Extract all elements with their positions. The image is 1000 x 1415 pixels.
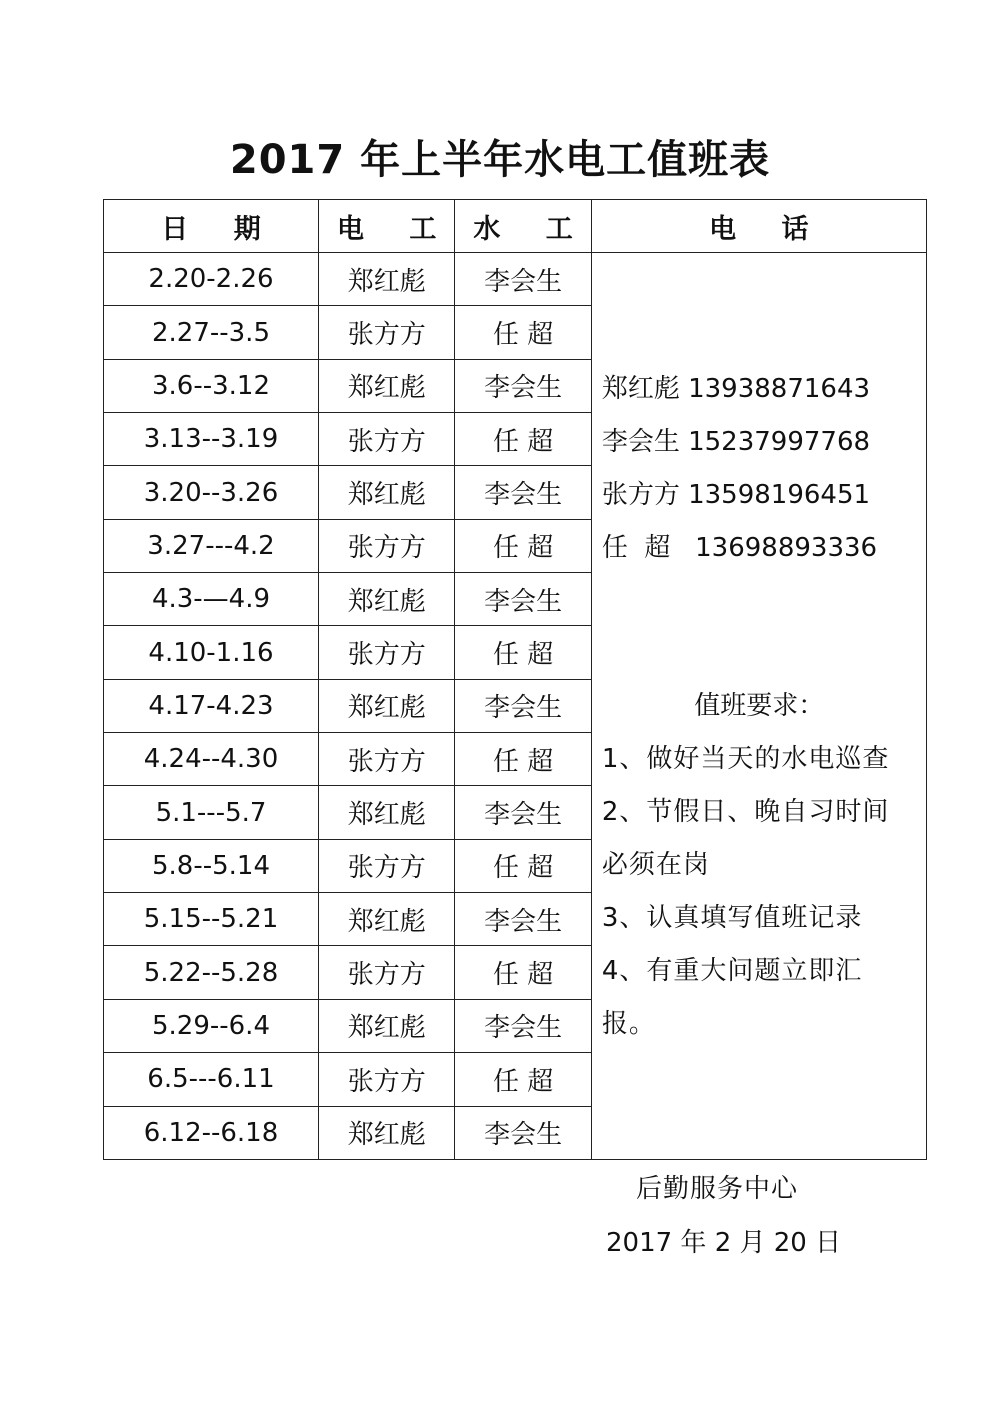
electrician-cell: 张方方: [319, 1053, 455, 1106]
plumber-cell: 任 超: [455, 839, 591, 892]
plumber-cell: 任 超: [455, 413, 591, 466]
electrician-cell: 郑红彪: [319, 999, 455, 1052]
electrician-cell: 张方方: [319, 413, 455, 466]
phone-line: 李会生 15237997768: [601, 427, 871, 457]
requirement-line: 3、认真填写值班记录: [601, 903, 863, 933]
header-phone: 电 话: [591, 200, 926, 253]
date-cell: 4.3-—4.9: [104, 573, 319, 626]
electrician-cell: 张方方: [319, 626, 455, 679]
date-cell: 6.5---6.11: [104, 1053, 319, 1106]
plumber-cell: 李会生: [455, 253, 591, 306]
electrician-cell: 郑红彪: [319, 253, 455, 306]
plumber-cell: 任 超: [455, 626, 591, 679]
footer-organization: 后勤服务中心: [636, 1174, 799, 1204]
phone-line: 郑红彪 13938871643: [601, 374, 871, 404]
requirement-line: 1、做好当天的水电巡查: [601, 744, 890, 774]
date-cell: 5.22--5.28: [104, 946, 319, 999]
date-cell: 5.29--6.4: [104, 999, 319, 1052]
plumber-cell: 任 超: [455, 306, 591, 359]
electrician-cell: 张方方: [319, 733, 455, 786]
date-cell: 2.27--3.5: [104, 306, 319, 359]
date-cell: 3.27---4.2: [104, 519, 319, 572]
plumber-cell: 李会生: [455, 786, 591, 839]
date-cell: 5.15--5.21: [104, 893, 319, 946]
contact-and-requirements-cell: [591, 253, 926, 1160]
header-electrician: 电 工: [319, 200, 455, 253]
date-cell: 4.17-4.23: [104, 679, 319, 732]
plumber-cell: 李会生: [455, 893, 591, 946]
header-date: 日 期: [104, 200, 319, 253]
requirements-title: 值班要求：: [694, 691, 825, 721]
date-cell: 4.10-1.16: [104, 626, 319, 679]
date-cell: 6.12--6.18: [104, 1106, 319, 1160]
date-cell: 3.13--3.19: [104, 413, 319, 466]
requirement-line: 必须在岗: [601, 850, 710, 880]
plumber-cell: 李会生: [455, 1106, 591, 1160]
plumber-cell: 李会生: [455, 999, 591, 1052]
phone-line: 张方方 13598196451: [601, 480, 871, 510]
page-title: 2017 年上半年水电工值班表: [229, 137, 771, 183]
electrician-cell: 郑红彪: [319, 786, 455, 839]
electrician-cell: 郑红彪: [319, 679, 455, 732]
electrician-cell: 郑红彪: [319, 893, 455, 946]
date-cell: 4.24--4.30: [104, 733, 319, 786]
electrician-cell: 张方方: [319, 839, 455, 892]
date-cell: 5.1---5.7: [104, 786, 319, 839]
table-header-row: [104, 200, 927, 253]
plumber-cell: 任 超: [455, 733, 591, 786]
date-cell: 5.8--5.14: [104, 839, 319, 892]
roster-body: [104, 253, 927, 1160]
electrician-cell: 郑红彪: [319, 1106, 455, 1160]
phone-line: 任 超 13698893336: [601, 533, 878, 563]
phone-list: [602, 363, 877, 575]
plumber-cell: 李会生: [455, 573, 591, 626]
table-row: [104, 253, 927, 306]
plumber-cell: 任 超: [455, 1053, 591, 1106]
duty-roster-table: [103, 199, 927, 1160]
plumber-cell: 李会生: [455, 359, 591, 412]
requirement-line: 4、有重大问题立即汇: [601, 956, 863, 986]
electrician-cell: 郑红彪: [319, 466, 455, 519]
electrician-cell: 张方方: [319, 946, 455, 999]
electrician-cell: 张方方: [319, 519, 455, 572]
plumber-cell: 李会生: [455, 679, 591, 732]
date-cell: 3.6--3.12: [104, 359, 319, 412]
plumber-cell: 任 超: [455, 946, 591, 999]
electrician-cell: 张方方: [319, 306, 455, 359]
electrician-cell: 郑红彪: [319, 573, 455, 626]
date-cell: 2.20-2.26: [104, 253, 319, 306]
plumber-cell: 李会生: [455, 466, 591, 519]
electrician-cell: 郑红彪: [319, 359, 455, 412]
plumber-cell: 任 超: [455, 519, 591, 572]
header-plumber: 水 工: [455, 200, 591, 253]
requirement-line: 报。: [601, 1009, 656, 1039]
date-cell: 3.20--3.26: [104, 466, 319, 519]
requirements-list: [602, 733, 924, 1051]
footer-date: 2017 年 2 月 20 日: [606, 1228, 842, 1258]
requirement-line: 2、节假日、晚自习时间: [601, 797, 890, 827]
